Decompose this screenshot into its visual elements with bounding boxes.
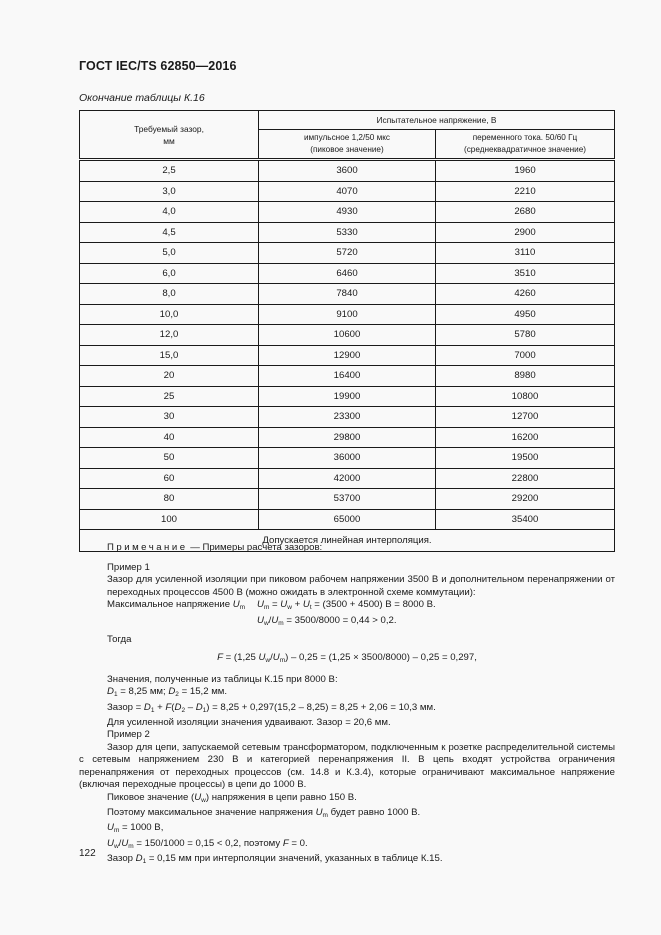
- gap-final: Зазор $D_1 = 0,15$ мм при интерполяции значений, указанных в таблице К.15.: [107, 853, 443, 866]
- cell-clearance: 100: [80, 509, 259, 530]
- max-voltage-label: Максимальное напряжение $U_m$: [107, 599, 246, 612]
- cell-ac: 2210: [436, 181, 615, 202]
- table-row: [80, 263, 615, 284]
- cell-impulse: 4070: [259, 181, 436, 202]
- cell-impulse: 5720: [259, 243, 436, 264]
- table-row: [80, 160, 615, 182]
- formula-f: F = (1,25 $U_w/U_m) - 0,25 = (1,25 \times 3500/8000) - 0,25 = 0,297$,: [217, 652, 477, 665]
- therefore-a: Поэтому максимальное значение напряжения: [107, 806, 316, 818]
- gap-calculation: Зазор = $D_1 + F(D_2 - D_1) = 8,25 + 0,297(15,2 - 8,25) = 8,25 + 2,06 = 10,3$ мм.: [107, 701, 436, 714]
- table-row: [80, 427, 615, 448]
- cell-ac: 35400: [436, 509, 615, 530]
- cell-impulse: 9100: [259, 304, 436, 325]
- examples-section: [79, 562, 615, 869]
- cell-impulse: 53700: [259, 489, 436, 510]
- cell-clearance: 12,0: [80, 325, 259, 346]
- cell-impulse: 6460: [259, 263, 436, 284]
- cell-clearance: 4,0: [80, 202, 259, 223]
- cell-ac: 5780: [436, 325, 615, 346]
- cell-impulse: 65000: [259, 509, 436, 530]
- col-header-test-voltage: Испытательное напряжение, В: [259, 111, 615, 130]
- cell-ac: 8980: [436, 366, 615, 387]
- d2-value: = 15,2 мм.: [178, 686, 228, 698]
- col1-header-line1: Требуемый зазор,: [134, 123, 204, 134]
- cell-clearance: 50: [80, 448, 259, 469]
- example2-title: Пример 2: [107, 729, 150, 741]
- cell-clearance: 5,0: [80, 243, 259, 264]
- cell-impulse: 19900: [259, 386, 436, 407]
- cell-clearance: 6,0: [80, 263, 259, 284]
- table-row: [80, 468, 615, 489]
- table-row: [80, 448, 615, 469]
- document-title: ГОСТ IEC/TS 62850—2016: [79, 59, 237, 73]
- cell-ac: 19500: [436, 448, 615, 469]
- note-text: — Примеры расчета зазоров:: [187, 542, 323, 553]
- cell-impulse: 29800: [259, 427, 436, 448]
- ratio-line: $U_w/U_m = 150/1000 = 0,15 < 0,2$, поэтому F = 0.: [107, 837, 308, 850]
- gap-calc-a: Зазор =: [107, 701, 144, 713]
- um-value: $U_m = 1000$ В,: [107, 822, 164, 835]
- d-values: $D_1 = 8,25$ мм; $D_2 = 15,2$ мм.: [107, 686, 228, 699]
- then-label: Тогда: [107, 634, 132, 646]
- cell-clearance: 60: [80, 468, 259, 489]
- peak-a: Пиковое значение (: [107, 791, 195, 803]
- clearance-table: [79, 110, 615, 552]
- cell-ac: 29200: [436, 489, 615, 510]
- ratio-a: = 150/1000 = 0,15 < 0,2, поэтому: [133, 837, 283, 849]
- cell-impulse: 4930: [259, 202, 436, 223]
- cell-impulse: 10600: [259, 325, 436, 346]
- table-row: [80, 243, 615, 264]
- cell-ac: 16200: [436, 427, 615, 448]
- table-caption: Окончание таблицы К.16: [79, 92, 205, 104]
- cell-clearance: 2,5: [80, 160, 259, 182]
- cell-impulse: 12900: [259, 345, 436, 366]
- cell-impulse: 36000: [259, 448, 436, 469]
- table-row: [80, 489, 615, 510]
- d1-value: = 8,25 мм;: [117, 686, 169, 698]
- gap-final-a: Зазор: [107, 853, 136, 865]
- col2-header-line1: импульсное 1,2/50 мкс: [303, 133, 391, 142]
- table-row: [80, 181, 615, 202]
- max-voltage-text: Максимальное напряжение: [107, 599, 231, 611]
- example1-text: Зазор для усиленной изоляции при пиковом рабочем напряжении 3500 В и дополнительном перенапряжении от переходных процессов 4500 В (можно ожидать в электронной схеме коммутации):: [107, 574, 615, 598]
- cell-clearance: 30: [80, 407, 259, 428]
- cell-ac: 3510: [436, 263, 615, 284]
- cell-ac: 10800: [436, 386, 615, 407]
- cell-ac: 1960: [436, 160, 615, 182]
- reinforced-insulation: Для усиленной изоляции значения удваивают. Зазор = 20,6 мм.: [107, 717, 391, 729]
- example2-paragraph: Зазор для цепи, запускаемой сетевым трансформатором, подключенным к розетке распределительной системы с сетевым напряжением 230 В и категорией перенапряжения II. В цепь входят устройства ограничения перенапряжения от переходных процессов (см. 14.8 и К.3.4), которые ограничивают максимальное напряжение (включая переходные процессы) в цепи до 1000 В.: [79, 741, 615, 791]
- eq1-rest: = (3500 + 4500) В = 8000 В.: [311, 599, 436, 611]
- cell-impulse: 3600: [259, 160, 436, 182]
- table-row: [80, 366, 615, 387]
- cell-impulse: 5330: [259, 222, 436, 243]
- cell-impulse: 16400: [259, 366, 436, 387]
- note-heading: [79, 542, 615, 554]
- col-header-ac: [436, 130, 615, 160]
- ratio-b: = 0.: [288, 837, 308, 849]
- cell-ac: 7000: [436, 345, 615, 366]
- cell-clearance: 40: [80, 427, 259, 448]
- equation-ratio: [79, 615, 615, 630]
- col2-header-line2: (пиковое значение): [310, 145, 384, 154]
- values-from-table: Значения, полученные из таблицы К.15 при 8000 В:: [107, 673, 338, 685]
- cell-clearance: 4,5: [80, 222, 259, 243]
- col3-header-line2: (среднеквадратичное значение): [463, 145, 587, 154]
- note-section: [79, 542, 615, 554]
- example1-title: Пример 1: [107, 562, 150, 573]
- formula-f-a: = (1,25: [222, 652, 259, 664]
- cell-impulse: 7840: [259, 284, 436, 305]
- table-row: [80, 345, 615, 366]
- cell-ac: 3110: [436, 243, 615, 264]
- equation-uw-um: $U_w/U_m = 3500/8000 = 0,44 > 0,2$.: [257, 614, 397, 627]
- col1-header-line2: мм: [163, 135, 175, 146]
- cell-clearance: 25: [80, 386, 259, 407]
- cell-ac: 12700: [436, 407, 615, 428]
- cell-clearance: 20: [80, 366, 259, 387]
- example1-paragraph: [79, 574, 615, 599]
- table-footnote: Допускается линейная интерполяция.: [80, 530, 615, 552]
- cell-clearance: 10,0: [80, 304, 259, 325]
- therefore-b: будет равно 1000 В.: [327, 806, 421, 818]
- note-label: Примечание: [107, 542, 188, 553]
- peak-value: Пиковое значение $(U_w)$ напряжения в цепи равно 150 В.: [107, 791, 357, 804]
- page-number: 122: [79, 848, 96, 859]
- table-row: [80, 222, 615, 243]
- cell-ac: 2900: [436, 222, 615, 243]
- table-row: [80, 509, 615, 530]
- cell-ac: 4260: [436, 284, 615, 305]
- cell-clearance: 8,0: [80, 284, 259, 305]
- table-body: [80, 160, 615, 530]
- cell-ac: 4950: [436, 304, 615, 325]
- col3-header-line1: переменного тока. 50/60 Гц: [472, 133, 578, 142]
- gap-final-b: = 0,15 мм при интерполяции значений, указанных в таблице К.15.: [146, 853, 443, 865]
- table-row: [80, 304, 615, 325]
- peak-b: ) напряжения в цепи равно 150 В.: [205, 791, 357, 803]
- cell-clearance: 80: [80, 489, 259, 510]
- equation-um: $U_m = U_w + U_t = (3500 + 4500) В = 8000$ В.: [257, 599, 436, 612]
- table-row: [80, 202, 615, 223]
- cell-impulse: 23300: [259, 407, 436, 428]
- therefore-line: Поэтому максимальное значение напряжения $U_m$ будет равно 1000 В.: [107, 806, 421, 819]
- formula-f-b: ) – 0,25 = (1,25 × 3500/8000) – 0,25 = 0,297,: [285, 652, 477, 664]
- gap-calc-b: ) = 8,25 + 0,297(15,2 – 8,25) = 8,25 + 2,06 = 10,3 мм.: [206, 701, 436, 713]
- cell-clearance: 15,0: [80, 345, 259, 366]
- um-value-text: = 1000 В,: [119, 822, 164, 834]
- eq2-rest: = 3500/8000 = 0,44 > 0,2.: [283, 614, 397, 626]
- cell-ac: 2680: [436, 202, 615, 223]
- col-header-clearance: [80, 111, 259, 160]
- table-row: [80, 284, 615, 305]
- equation-max-voltage: [79, 599, 615, 614]
- table-row: [80, 386, 615, 407]
- cell-ac: 22800: [436, 468, 615, 489]
- table-row: [80, 407, 615, 428]
- cell-clearance: 3,0: [80, 181, 259, 202]
- col-header-impulse: [259, 130, 436, 160]
- table-row: [80, 325, 615, 346]
- cell-impulse: 42000: [259, 468, 436, 489]
